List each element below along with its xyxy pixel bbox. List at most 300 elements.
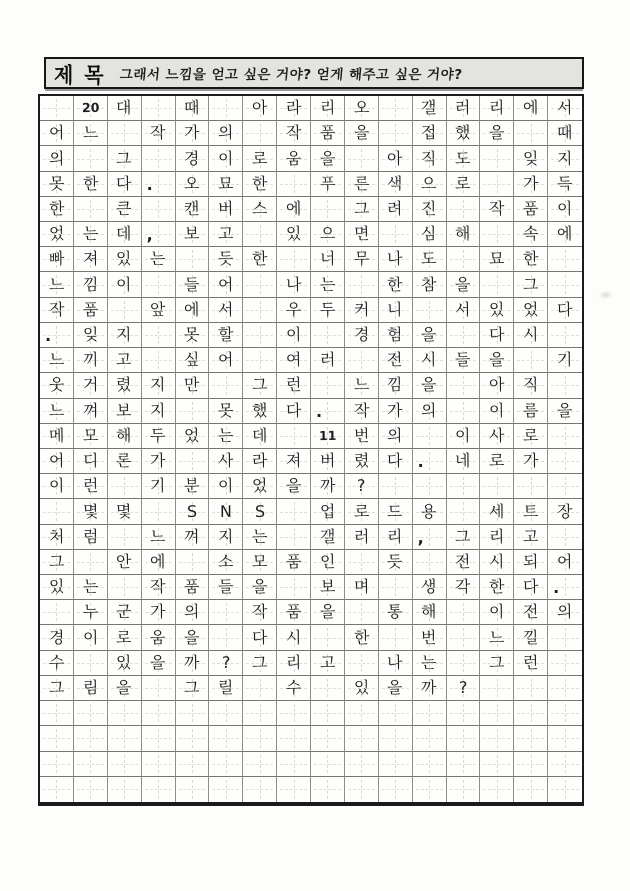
handwritten-char: 색 xyxy=(387,173,404,193)
handwritten-char: 을 xyxy=(285,476,302,496)
handwritten-char: 느 xyxy=(48,400,65,420)
handwritten-char: 세 xyxy=(488,501,505,521)
handwritten-char: 들 xyxy=(455,350,471,370)
grid-cell xyxy=(40,247,74,272)
grid-cell xyxy=(548,348,582,373)
handwritten-char: 수 xyxy=(285,677,302,698)
grid-cell xyxy=(209,777,243,802)
grid-cell xyxy=(548,726,582,751)
grid-cell xyxy=(480,600,514,625)
grid-cell xyxy=(413,550,447,575)
grid-cell xyxy=(413,373,447,398)
handwritten-char: 으 xyxy=(421,173,437,193)
grid-cell xyxy=(142,550,176,575)
grid-cell xyxy=(108,550,142,575)
grid-cell xyxy=(413,121,447,146)
handwritten-char: 도 xyxy=(455,148,471,168)
handwritten-char: 서 xyxy=(557,98,573,118)
grid-cell xyxy=(176,525,210,550)
handwritten-char: 품 xyxy=(522,198,539,219)
handwritten-char: 움 xyxy=(150,627,166,647)
grid-cell xyxy=(176,777,210,802)
handwritten-char: 무 xyxy=(353,249,370,269)
handwritten-char: ? xyxy=(458,677,468,698)
grid-cell xyxy=(447,550,481,575)
handwritten-char: 한 xyxy=(251,249,268,269)
handwritten-char: 지 xyxy=(557,148,573,168)
grid-cell xyxy=(413,752,447,777)
grid-cell xyxy=(480,146,514,171)
grid-cell xyxy=(142,525,176,550)
handwritten-char: 웃 xyxy=(48,375,65,395)
grid-cell xyxy=(74,197,108,222)
handwritten-char: 해 xyxy=(421,602,437,622)
grid-cell xyxy=(447,172,481,197)
grid-cell xyxy=(447,323,481,348)
grid-cell xyxy=(548,499,582,524)
handwritten-char: 했 xyxy=(251,400,268,420)
handwritten-char: 어 xyxy=(48,451,65,471)
grid-cell xyxy=(345,651,379,676)
grid-cell xyxy=(142,651,176,676)
handwritten-char: 이 xyxy=(217,148,234,168)
handwritten-char: 느 xyxy=(48,350,65,370)
grid-cell xyxy=(311,399,345,424)
handwritten-char: 런 xyxy=(82,476,99,496)
grid-cell xyxy=(311,676,345,701)
handwritten-char: 러 xyxy=(353,526,370,546)
grid-cell xyxy=(345,96,379,121)
handwritten-char: 있 xyxy=(488,299,505,319)
grid-cell xyxy=(108,424,142,449)
grid-cell xyxy=(243,121,277,146)
grid-cell xyxy=(74,726,108,751)
handwritten-char: 느 xyxy=(82,123,99,143)
handwritten-char: 나 xyxy=(285,274,302,294)
grid-cell xyxy=(142,373,176,398)
handwritten-char: ? xyxy=(356,476,366,496)
grid-cell xyxy=(277,625,311,650)
grid-cell xyxy=(142,676,176,701)
handwritten-char: 데 xyxy=(116,224,133,244)
grid-cell xyxy=(311,701,345,726)
grid-cell xyxy=(413,197,447,222)
grid-cell xyxy=(480,197,514,222)
handwritten-char: 되 xyxy=(522,551,539,572)
grid-cell xyxy=(379,752,413,777)
grid-cell xyxy=(548,525,582,550)
grid-cell xyxy=(379,222,413,247)
grid-cell xyxy=(379,323,413,348)
handwritten-title: 그래서 느낌을 얻고 싶은 거야? 얻게 해주고 싶은 거야? xyxy=(118,67,463,83)
grid-cell xyxy=(480,247,514,272)
handwritten-char: 있 xyxy=(285,224,302,244)
handwritten-char: 는 xyxy=(82,577,99,597)
handwritten-char: 다 xyxy=(557,299,573,319)
grid-cell xyxy=(277,222,311,247)
handwritten-char: S xyxy=(186,501,198,521)
grid-cell xyxy=(345,676,379,701)
handwritten-char: 림 xyxy=(82,677,99,698)
grid-cell xyxy=(40,600,74,625)
grid-cell xyxy=(345,499,379,524)
handwritten-char: 을 xyxy=(421,375,437,395)
grid-cell xyxy=(514,726,548,751)
handwritten-char: 커 xyxy=(353,299,370,319)
handwritten-char: 여 xyxy=(285,350,302,370)
grid-cell xyxy=(142,172,176,197)
grid-cell xyxy=(413,676,447,701)
handwritten-char: 어 xyxy=(557,551,573,572)
handwritten-char: 작 xyxy=(150,123,166,143)
handwritten-char: 듯 xyxy=(387,551,404,572)
grid-cell xyxy=(413,625,447,650)
grid-cell xyxy=(277,121,311,146)
grid-cell xyxy=(74,550,108,575)
handwritten-char: 라 xyxy=(251,451,268,471)
grid-cell xyxy=(345,474,379,499)
grid-cell xyxy=(277,676,311,701)
grid-cell xyxy=(447,272,481,297)
handwritten-char: 보 xyxy=(116,400,133,420)
handwritten-char: 의 xyxy=(48,148,65,168)
handwritten-char: N xyxy=(219,501,232,521)
handwritten-char: 에 xyxy=(184,299,200,319)
grid-cell xyxy=(480,121,514,146)
grid-cell xyxy=(514,600,548,625)
handwritten-char: 오 xyxy=(184,173,200,193)
grid-cell xyxy=(345,146,379,171)
grid-cell xyxy=(447,399,481,424)
grid-cell xyxy=(176,424,210,449)
grid-cell xyxy=(243,651,277,676)
grid-cell xyxy=(514,197,548,222)
grid-cell xyxy=(548,298,582,323)
grid-cell xyxy=(142,272,176,297)
grid-cell xyxy=(209,373,243,398)
grid-cell xyxy=(74,323,108,348)
handwritten-char: 릴 xyxy=(217,677,234,698)
handwritten-char: 지 xyxy=(116,324,133,345)
grid-cell xyxy=(311,348,345,373)
grid-cell xyxy=(243,146,277,171)
grid-cell xyxy=(40,96,74,121)
handwritten-char: 느 xyxy=(488,627,505,647)
handwritten-char: 장 xyxy=(557,501,573,521)
grid-cell xyxy=(277,298,311,323)
handwritten-char: 고 xyxy=(319,652,336,672)
grid-cell xyxy=(277,777,311,802)
handwritten-char: 전 xyxy=(522,602,539,622)
grid-cell xyxy=(108,399,142,424)
grid-cell xyxy=(480,474,514,499)
grid-cell xyxy=(413,651,447,676)
grid-cell xyxy=(40,474,74,499)
handwritten-char: 해 xyxy=(455,224,471,244)
grid-cell xyxy=(176,600,210,625)
grid-cell xyxy=(40,525,74,550)
grid-cell xyxy=(480,424,514,449)
grid-cell xyxy=(311,449,345,474)
grid-cell xyxy=(243,197,277,222)
grid-cell xyxy=(209,525,243,550)
grid-cell xyxy=(514,323,548,348)
handwritten-char: 리 xyxy=(319,98,336,118)
grid-cell xyxy=(176,625,210,650)
grid-cell xyxy=(480,298,514,323)
handwritten-char: 로 xyxy=(251,148,268,168)
handwritten-char: 의 xyxy=(387,425,404,445)
handwritten-char: 리 xyxy=(488,98,505,118)
handwritten-char: 어 xyxy=(217,274,234,294)
grid-cell xyxy=(447,575,481,600)
grid-cell xyxy=(209,625,243,650)
grid-cell xyxy=(40,701,74,726)
grid-cell xyxy=(108,272,142,297)
grid-cell xyxy=(447,348,481,373)
handwritten-char: 해 xyxy=(116,425,133,445)
grid-cell xyxy=(447,424,481,449)
grid-cell xyxy=(413,777,447,802)
handwritten-char: 거 xyxy=(82,375,99,395)
grid-cell xyxy=(447,676,481,701)
handwritten-char: 잊 xyxy=(82,324,99,345)
handwritten-char: 전 xyxy=(455,551,471,572)
handwritten-char: 어 xyxy=(217,350,234,370)
handwritten-char: 이 xyxy=(557,198,573,219)
grid-cell xyxy=(447,197,481,222)
handwritten-char: 론 xyxy=(116,451,133,471)
grid-cell xyxy=(277,701,311,726)
handwritten-char: 가 xyxy=(184,123,200,143)
grid-cell xyxy=(74,651,108,676)
grid-cell xyxy=(142,424,176,449)
handwritten-char: 메 xyxy=(48,425,65,445)
handwritten-char: 푸 xyxy=(319,173,336,193)
grid-cell xyxy=(379,550,413,575)
grid-cell xyxy=(514,449,548,474)
handwritten-char: 용 xyxy=(421,501,437,521)
grid-cell xyxy=(142,701,176,726)
grid-cell xyxy=(514,121,548,146)
grid-cell xyxy=(40,575,74,600)
grid-cell xyxy=(108,373,142,398)
grid-cell xyxy=(277,474,311,499)
grid-cell xyxy=(209,701,243,726)
handwritten-char: 만 xyxy=(184,375,200,395)
handwritten-char: 아 xyxy=(251,98,268,118)
handwritten-char: 고 xyxy=(217,224,234,244)
manuscript-grid xyxy=(38,94,584,806)
grid-cell xyxy=(142,197,176,222)
grid-cell xyxy=(447,777,481,802)
grid-cell xyxy=(311,146,345,171)
handwritten-char: 11 xyxy=(318,427,337,443)
grid-cell xyxy=(40,323,74,348)
grid-cell xyxy=(108,474,142,499)
grid-cell xyxy=(108,323,142,348)
grid-cell xyxy=(345,701,379,726)
handwritten-char: 로 xyxy=(116,627,133,647)
handwritten-char: 기 xyxy=(557,350,573,370)
handwritten-char: 앞 xyxy=(150,299,166,319)
handwritten-char: 때 xyxy=(184,98,200,118)
grid-cell xyxy=(74,525,108,550)
grid-cell xyxy=(480,550,514,575)
grid-cell xyxy=(548,701,582,726)
handwritten-char: 작 xyxy=(488,198,505,219)
grid-cell xyxy=(548,676,582,701)
grid-cell xyxy=(209,172,243,197)
grid-cell xyxy=(108,197,142,222)
handwritten-char: 에 xyxy=(522,98,539,118)
grid-cell xyxy=(209,752,243,777)
handwritten-char: 름 xyxy=(522,400,539,420)
handwritten-char: 른 xyxy=(353,173,370,193)
grid-cell xyxy=(74,499,108,524)
grid-cell xyxy=(74,298,108,323)
grid-cell xyxy=(514,752,548,777)
grid-cell xyxy=(142,752,176,777)
grid-cell xyxy=(243,701,277,726)
grid-cell xyxy=(345,247,379,272)
grid-cell xyxy=(209,424,243,449)
grid-cell xyxy=(514,146,548,171)
handwritten-char: 럼 xyxy=(82,526,99,546)
grid-cell xyxy=(311,777,345,802)
grid-cell xyxy=(243,298,277,323)
handwritten-char: 소 xyxy=(217,551,234,572)
grid-cell xyxy=(413,600,447,625)
handwritten-char: 한 xyxy=(488,577,505,597)
grid-cell xyxy=(209,550,243,575)
handwritten-char: 큰 xyxy=(116,198,133,219)
grid-cell xyxy=(447,222,481,247)
handwritten-char: 고 xyxy=(522,526,539,546)
handwritten-char: 시 xyxy=(488,551,505,572)
handwritten-char: 몇 xyxy=(116,501,133,521)
handwritten-char: 때 xyxy=(557,123,573,143)
handwritten-char: 못 xyxy=(217,400,234,420)
grid-cell xyxy=(311,625,345,650)
handwritten-char: 사 xyxy=(217,451,234,471)
handwritten-char: 는 xyxy=(251,526,268,546)
handwritten-char: 을 xyxy=(455,274,471,294)
grid-cell xyxy=(480,348,514,373)
handwritten-char: 들 xyxy=(184,274,200,294)
grid-cell xyxy=(311,424,345,449)
handwritten-char: 참 xyxy=(421,274,437,294)
handwritten-char: 경 xyxy=(48,627,65,647)
grid-cell xyxy=(514,625,548,650)
handwritten-char: 에 xyxy=(150,551,166,572)
handwritten-char: 지 xyxy=(217,526,234,546)
grid-cell xyxy=(379,197,413,222)
grid-cell xyxy=(345,777,379,802)
grid-cell xyxy=(176,550,210,575)
handwritten-char: 모 xyxy=(251,551,268,572)
grid-cell xyxy=(379,373,413,398)
grid-cell xyxy=(74,752,108,777)
grid-cell xyxy=(413,96,447,121)
grid-cell xyxy=(379,449,413,474)
grid-cell xyxy=(447,499,481,524)
handwritten-char: 20 xyxy=(81,99,100,115)
handwritten-char: 에 xyxy=(557,224,573,244)
handwritten-char: 심 xyxy=(421,224,437,244)
grid-cell xyxy=(40,121,74,146)
grid-cell xyxy=(243,777,277,802)
grid-cell xyxy=(277,424,311,449)
grid-cell xyxy=(311,550,345,575)
grid-cell xyxy=(345,550,379,575)
handwritten-char: 직 xyxy=(421,148,437,168)
handwritten-char: 으 xyxy=(319,224,336,244)
grid-cell xyxy=(447,96,481,121)
grid-cell xyxy=(243,399,277,424)
handwritten-char: 낌 xyxy=(387,375,404,395)
grid-cell xyxy=(176,676,210,701)
handwritten-char: 러 xyxy=(455,98,471,118)
grid-cell xyxy=(514,701,548,726)
handwritten-char: , xyxy=(146,225,153,245)
grid-cell xyxy=(514,575,548,600)
grid-cell xyxy=(345,373,379,398)
handwritten-char: 나 xyxy=(387,652,404,672)
handwritten-char: 이 xyxy=(488,400,505,420)
grid-cell xyxy=(243,373,277,398)
grid-cell xyxy=(74,625,108,650)
grid-cell xyxy=(142,96,176,121)
grid-cell xyxy=(40,651,74,676)
grid-cell xyxy=(209,323,243,348)
handwritten-char: 사 xyxy=(488,425,505,445)
handwritten-char: . xyxy=(45,326,52,346)
grid-cell xyxy=(480,777,514,802)
grid-cell xyxy=(379,651,413,676)
grid-cell xyxy=(40,625,74,650)
grid-cell xyxy=(480,676,514,701)
handwritten-char: 가 xyxy=(522,451,539,471)
grid-cell xyxy=(243,600,277,625)
handwritten-char: 도 xyxy=(421,249,437,269)
grid-cell xyxy=(311,172,345,197)
handwritten-char: 까 xyxy=(319,476,336,496)
handwritten-char: 리 xyxy=(285,652,302,672)
handwritten-char: 을 xyxy=(184,627,200,647)
grid-cell xyxy=(209,600,243,625)
grid-cell xyxy=(413,701,447,726)
handwritten-char: 을 xyxy=(319,602,336,622)
grid-cell xyxy=(40,550,74,575)
grid-cell xyxy=(108,121,142,146)
grid-cell xyxy=(74,222,108,247)
handwritten-char: 지 xyxy=(150,400,166,420)
handwritten-char: 었 xyxy=(251,476,268,496)
grid-cell xyxy=(40,373,74,398)
handwritten-char: 다 xyxy=(488,324,505,345)
handwritten-char: 대 xyxy=(116,98,133,118)
grid-cell xyxy=(176,701,210,726)
grid-cell xyxy=(413,525,447,550)
grid-cell xyxy=(447,474,481,499)
handwritten-char: 디 xyxy=(82,451,99,471)
handwritten-char: 낄 xyxy=(522,627,539,647)
handwritten-char: 시 xyxy=(522,324,539,345)
handwritten-char: 며 xyxy=(353,577,370,597)
grid-cell xyxy=(514,399,548,424)
handwritten-char: 우 xyxy=(285,299,302,319)
